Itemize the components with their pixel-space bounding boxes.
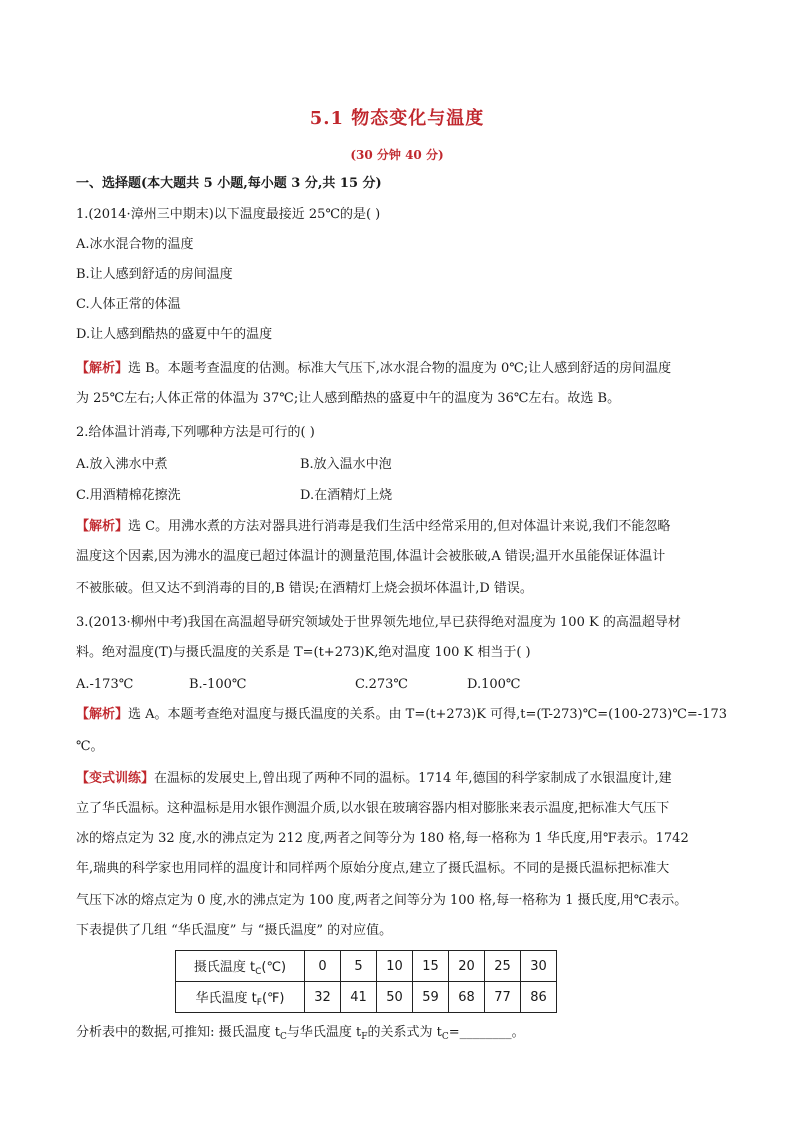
variant-tag: 【变式训练】 [76, 771, 155, 786]
q3-option-c: C.273℃ [355, 677, 408, 692]
q1-stem: 1.(2014·漳州三中期末)以下温度最接近 25℃的是( ) [76, 207, 381, 222]
q3-stem-1: 3.(2013·柳州中考)我国在高温超导研究领域处于世界领先地位,早已获得绝对温度为 100 K 的高温超导材 [76, 615, 681, 630]
analysis-tag: 【解析】 [76, 361, 129, 376]
table-cell: 10 [377, 951, 413, 982]
q2-analysis-text-3: 不被胀破。但又达不到消毒的目的,B 错误;在酒精灯上烧会损坏体温计,D 错误。 [76, 581, 533, 596]
variant-text-2: 立了华氏温标。这种温标是用水银作测温介质,以水银在玻璃容器内相对膨胀来表示温度,把标准大气压下 [76, 801, 670, 816]
variant-text-3: 冰的熔点定为 32 度,水的沸点定为 212 度,两者之间等分为 180 格,每一格称为 1 华氏度,用℉表示。1742 [76, 831, 689, 846]
q3-analysis [76, 706, 727, 724]
table-row-label: 华氏温度 $t_F(℉)$ [176, 982, 305, 1013]
q2-analysis-text-2: 温度这个因素,因为沸水的温度已超过体温计的测量范围,体温计会被胀破,A 错误;温开水虽能保证体温计 [76, 549, 666, 564]
analysis-tag: 【解析】 [76, 519, 129, 534]
time-score-note: (30 分钟 40 分) [350, 148, 444, 162]
variant-paragraph [76, 770, 672, 788]
q1-analysis-text-1: 选 B。本题考查温度的估测。标准大气压下,冰水混合物的温度为 0℃;让人感到舒适的房间温度 [128, 361, 672, 376]
table-cell: 15 [413, 951, 449, 982]
variant-text-5: 气压下冰的熔点定为 0 度,水的沸点定为 100 度,两者之间等分为 100 格,每一格称为 1 摄氏度,用℃表示。 [76, 893, 688, 908]
q1-option-b: B.让人感到舒适的房间温度 [76, 267, 233, 282]
q3-option-b: B.-100℃ [189, 677, 247, 692]
section-heading: 一、选择题(本大题共 5 小题,每小题 3 分,共 15 分) [76, 176, 382, 191]
table-cell: 41 [341, 982, 377, 1013]
q3-analysis-text-1: 选 A。本题考查绝对温度与摄氏温度的关系。由 T=(t+273)K 可得,t=(T-273)℃=(100-273)℃=-173 [128, 707, 727, 722]
table-cell: 20 [449, 951, 485, 982]
q2-option-a: A.放入沸水中煮 [76, 457, 168, 472]
table-row-fahrenheit [176, 982, 557, 1013]
q2-stem: 2.给体温计消毒,下列哪种方法是可行的( ) [76, 425, 315, 440]
q2-analysis-text-1: 选 C。用沸水煮的方法对器具进行消毒是我们生活中经常采用的,但对体温计来说,我们不能忽略 [128, 519, 671, 534]
temperature-table [175, 950, 557, 1013]
variant-text-1: 在温标的发展史上,曾出现了两种不同的温标。1714 年,德国的科学家制成了水银温度计,建 [154, 771, 672, 786]
q2-option-d: D.在酒精灯上烧 [300, 488, 393, 503]
table-cell: 68 [449, 982, 485, 1013]
table-cell: 77 [485, 982, 521, 1013]
q1-option-a: A.冰水混合物的温度 [76, 237, 194, 252]
q1-analysis-text-2: 为 25℃左右;人体正常的体温为 37℃;让人感到酷热的盛夏中午的温度为 36℃左右。故选 B。 [76, 391, 621, 406]
table-row-celsius [176, 951, 557, 982]
variant-text-6: 下表提供了几组 “华氏温度” 与 “摄氏温度” 的对应值。 [76, 923, 393, 938]
table-row-label: 摄氏温度 $t_C(℃)$ [176, 951, 305, 982]
q2-analysis [76, 518, 670, 536]
table-cell: 5 [341, 951, 377, 982]
variant-text-4: 年,瑞典的科学家也用同样的温度计和同样两个原始分度点,建立了摄氏温标。不同的是摄氏温标把标准大 [76, 861, 670, 876]
q3-analysis-text-2: ℃。 [76, 739, 104, 754]
table-cell: 86 [521, 982, 557, 1013]
q2-option-b: B.放入温水中泡 [300, 457, 392, 472]
table-cell: 32 [305, 982, 341, 1013]
q3-option-a: A.-173℃ [76, 677, 134, 692]
analysis-tag: 【解析】 [76, 707, 129, 722]
table-cell: 50 [377, 982, 413, 1013]
q1-analysis [76, 360, 671, 378]
page-title: 5.1 物态变化与温度 [309, 108, 485, 129]
table-cell: 30 [521, 951, 557, 982]
table-cell: 0 [305, 951, 341, 982]
table-cell: 59 [413, 982, 449, 1013]
q3-stem-2: 料。绝对温度(T)与摄氏温度的关系是 T=(t+273)K,绝对温度 100 K 相当于( ) [76, 645, 531, 660]
q2-option-c: C.用酒精棉花擦洗 [76, 488, 181, 503]
table-cell: 25 [485, 951, 521, 982]
q1-option-d: D.让人感到酷热的盛夏中午的温度 [76, 327, 273, 342]
variant-conclusion: 分析表中的数据,可推知: 摄氏温度 $t_C$与华氏温度 $t_F$的关系式为 $t_C=\_\_\_\_\_\_\_\_$。 [76, 1025, 525, 1042]
q3-option-d: D.100℃ [467, 677, 521, 692]
q1-option-c: C.人体正常的体温 [76, 297, 181, 312]
